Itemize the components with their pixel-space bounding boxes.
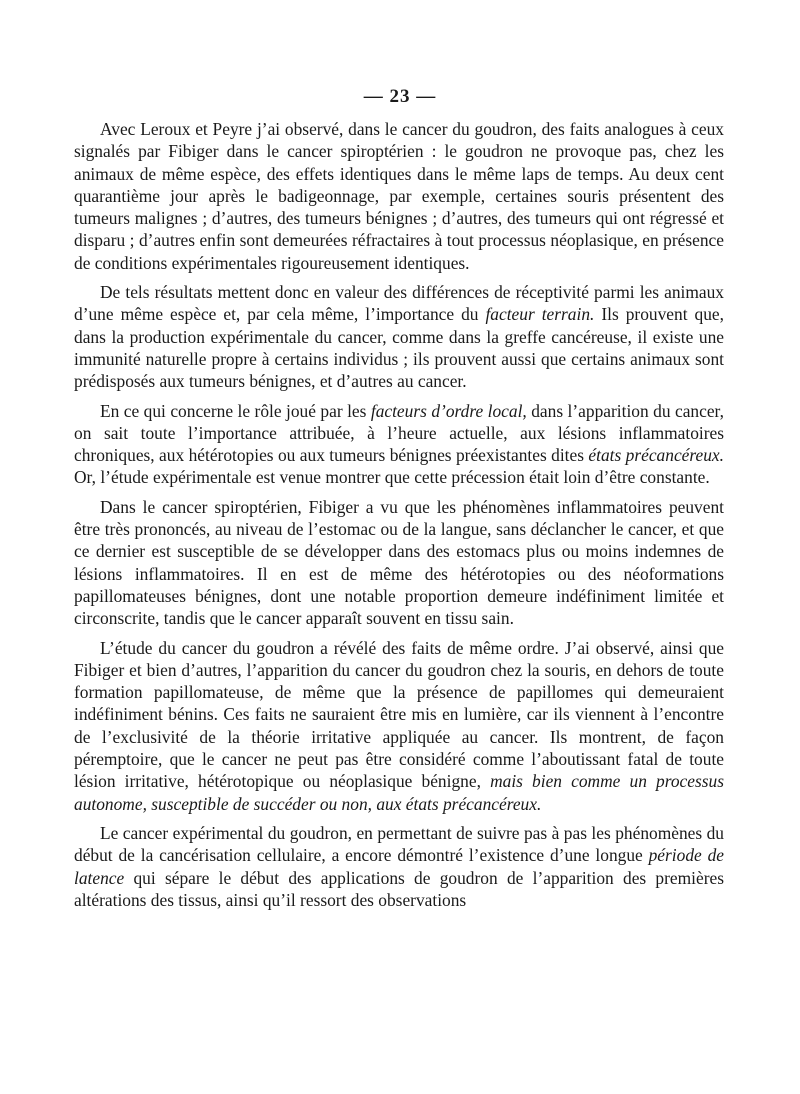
paragraph: [74, 496, 724, 630]
paragraph-text: Or, l’étude expérimentale est venue montrer que cette précession était loin d’être constante.: [74, 467, 710, 488]
paragraph: [74, 822, 724, 911]
paragraph-text: Dans le cancer spiroptérien, Fibiger a vu que les phénomènes inflammatoires peuvent être très prononcés, au niveau de l’estomac ou de la langue, sans déclancher le cancer, et que ce dernier est susceptible de se développer dans des estomacs plus ou moins indemnes de lésions inflammatoires. Il en est de même des hétérotopies ou des néoformations papillomateuses bénignes, dont une notable proportion demeure indéfiniment limitée et circonscrite, tandis que le cancer apparaît souvent en tissu sain.: [74, 496, 724, 629]
italic-term: mais bien comme un processus autonome, susceptible de succéder ou non, aux états précancéreux.: [74, 771, 724, 814]
paragraph-text: De tels résultats mettent donc en valeur des différences de réceptivité parmi les animaux d’une même espèce et, par cela même, l’importance du: [74, 282, 724, 325]
italic-term: facteurs d’ordre local,: [370, 400, 527, 421]
paragraph-text: Avec Leroux et Peyre j’ai observé, dans le cancer du goudron, des faits analogues à ceux signalés par Fibiger dans le cancer spiroptérien : le goudron ne provoque pas, chez les animaux de même espèce, des effets identiques dans le même laps de temps. Au deux cent quarantième jour après le badigeonnage, par exemple, certaines souris présentent des tumeurs malignes ; d’autres, des tumeurs bénignes ; d’autres, des tumeurs qui ont régressé et disparu ; d’autres enfin sont demeurées réfractaires à tout processus néoplasique, en présence de conditions expérimentales rigoureusement identiques.: [74, 119, 724, 273]
paragraph-text: Ils prouvent que, dans la production expérimentale du cancer, comme dans la greffe cancéreuse, il existe une immunité naturelle propre à certains individus ; ils prouvent aussi que certains animaux sont prédisposés aux tumeurs bénignes, et d’autres au cancer.: [74, 304, 724, 392]
italic-term: états précancéreux.: [588, 445, 724, 466]
paragraph: [74, 637, 724, 815]
paragraph-text: L’étude du cancer du goudron a révélé des faits de même ordre. J’ai observé, ainsi que Fibiger et bien d’autres, l’apparition du cancer du goudron chez la souris, en dehors de toute formation papillomateuse, de même que la présence de papillomes qui demeuraient indéfiniment bénins. Ces faits ne sauraient être mis en lumière, car ils viennent à l’encontre de l’exclusivité de la théorie irritative appliquée au cancer. Ils montrent, de façon péremptoire, que le cancer ne peut pas être considéré comme l’aboutissant fatal de toute lésion irritative, hétérotopique ou néoplasique bénigne,: [74, 637, 724, 792]
paragraph: [74, 281, 724, 392]
paragraph-text: dans l’apparition du cancer, on sait toute l’importance attribuée, à l’heure actuelle, aux lésions inflammatoires chroniques, aux hétérotopies ou aux tumeurs bénignes préexistantes dites: [74, 400, 724, 466]
italic-term: facteur terrain.: [485, 304, 595, 325]
page-number: — 23 —: [363, 86, 437, 107]
paragraph: [74, 118, 724, 274]
paragraph-text: En ce qui concerne le rôle joué par les: [100, 400, 371, 421]
paragraph-text: Le cancer expérimental du goudron, en permettant de suivre pas à pas les phénomènes du début de la cancérisation cellulaire, a encore démontré l’existence d’une longue: [74, 822, 724, 866]
paragraph: [74, 400, 724, 489]
paragraph-text: qui sépare le début des applications de goudron de l’apparition des premières altérations des tissus, ainsi qu’il ressort des observations: [74, 867, 724, 910]
italic-term: période de latence: [74, 845, 724, 888]
body-text: [74, 118, 724, 918]
